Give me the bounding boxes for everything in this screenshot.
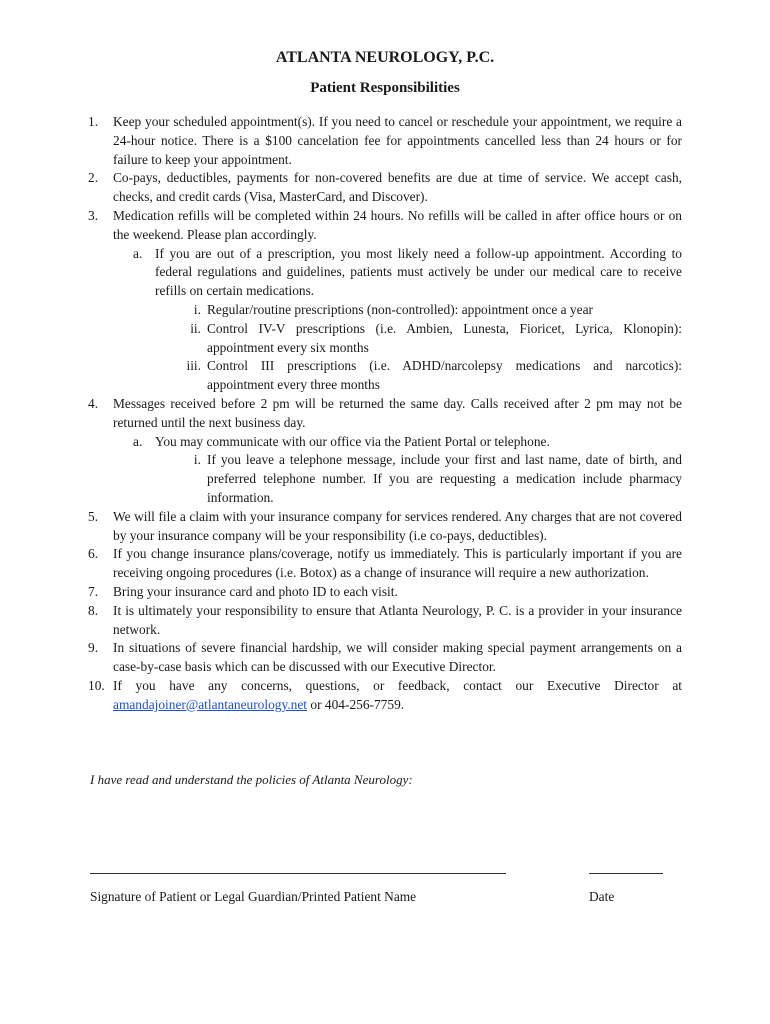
responsibilities-list [88, 113, 682, 715]
sub-sub-list-item [178, 320, 682, 358]
sub-sub-item-text: Control III prescriptions (i.e. ADHD/narcolepsy medications and narcotics): appointment every three months [207, 358, 682, 393]
sub-sub-item-numeral: iii. [186, 358, 201, 374]
item-number: 1. [88, 114, 99, 129]
item-text: Keep your scheduled appointment(s). If you need to cancel or reschedule your appointment, we require a 24-hour notice. There is a $100 cancelation fee for appointments cancelled less than 24 hours or for failure to keep your appointment. [113, 114, 682, 167]
sub-list-item [133, 433, 682, 452]
sub-sub-item-numeral: i. [193, 301, 201, 317]
list-item [88, 169, 682, 207]
sub-sub-item-numeral: i. [193, 452, 201, 468]
item-number: 3. [88, 207, 99, 223]
sub-sub-list-item [178, 357, 682, 395]
contact-text: If you have any concerns, questions, or feedback, contact our Executive Director at [113, 677, 682, 693]
list-item [88, 113, 682, 169]
item-number: 6. [88, 546, 99, 562]
organization-title: ATLANTA NEUROLOGY, P.C. [275, 49, 495, 66]
list-item [88, 583, 682, 602]
item-text: Bring your insurance card and photo ID to each visit. [113, 583, 398, 599]
item-number: 8. [88, 602, 99, 618]
list-item [88, 545, 682, 583]
item-text: Co-pays, deductibles, payments for non-covered benefits are due at time of service. We accept cash, checks, and credit cards (Visa, MasterCard, and Discover). [113, 170, 682, 205]
item-number: 9. [88, 640, 99, 656]
sub-sub-item-numeral: ii. [190, 320, 201, 336]
date-label: Date [589, 889, 615, 904]
sub-sub-list-item [178, 451, 682, 507]
sub-sub-list-item [178, 301, 682, 320]
acknowledgement-statement: I have read and understand the policies of Atlanta Neurology: [90, 772, 413, 787]
list-item [88, 207, 682, 245]
phone-text: or 404-256-7759. [310, 696, 405, 712]
item-number: 4. [88, 395, 99, 411]
item-number: 5. [88, 508, 99, 524]
item-text: Messages received before 2 pm will be returned the same day. Calls received after 2 pm may not be returned until the next business day. [113, 395, 682, 430]
item-text: It is ultimately your responsibility to ensure that Atlanta Neurology, P. C. is a provider in your insurance network. [113, 602, 682, 637]
sub-sub-item-text: Control IV-V prescriptions (i.e. Ambien, Lunesta, Fioricet, Lyrica, Klonopin): appointment every six months [207, 320, 682, 355]
item-text: We will file a claim with your insurance company for services rendered. Any charges that are not covered by your insurance company will be your responsibility (i.e co-pays, deductibles). [113, 508, 682, 543]
item-text: Medication refills will be completed within 24 hours. No refills will be called in after office hours or on the weekend. Please plan accordingly. [113, 207, 682, 242]
patient-signature-label: Signature of Patient or Legal Guardian/Printed Patient Name [90, 889, 417, 904]
item-number: 7. [88, 583, 99, 599]
sub-item-text: If you are out of a prescription, you most likely need a follow-up appointment. According to federal regulations and guidelines, patients must actively be under our medical care to receive refills on certain medications. [155, 245, 682, 299]
email-link[interactable]: amandajoiner@atlantaneurology.net [113, 696, 308, 712]
sub-item-text: You may communicate with our office via the Patient Portal or telephone. [155, 433, 550, 449]
list-item [88, 395, 682, 433]
item-text [113, 677, 682, 715]
patient-signature-line[interactable] [90, 873, 506, 874]
sub-list-item [133, 245, 682, 301]
item-text: In situations of severe financial hardship, we will consider making special payment arrangements on a case-by-case basis which can be discussed with our Executive Director. [113, 640, 682, 675]
list-item [88, 602, 682, 640]
sub-item-letter: a. [133, 245, 143, 261]
item-number: 2. [88, 170, 99, 186]
sub-item-letter: a. [133, 433, 143, 449]
item-text: If you change insurance plans/coverage, notify us immediately. This is particularly important if you are receiving ongoing procedures (i.e. Botox) as a change of insurance will require a new authorization. [113, 546, 682, 581]
date-signature-line[interactable] [589, 873, 663, 874]
sub-sub-item-text: Regular/routine prescriptions (non-controlled): appointment once a year [207, 301, 593, 317]
item-number: 10. [88, 677, 105, 693]
document-title: Patient Responsibilities [310, 80, 460, 96]
sub-sub-item-text: If you leave a telephone message, include your first and last name, date of birth, and preferred telephone number. If you are requesting a medication include pharmacy information. [207, 452, 682, 505]
list-item [88, 639, 682, 677]
list-item [88, 508, 682, 546]
list-item [88, 677, 682, 715]
